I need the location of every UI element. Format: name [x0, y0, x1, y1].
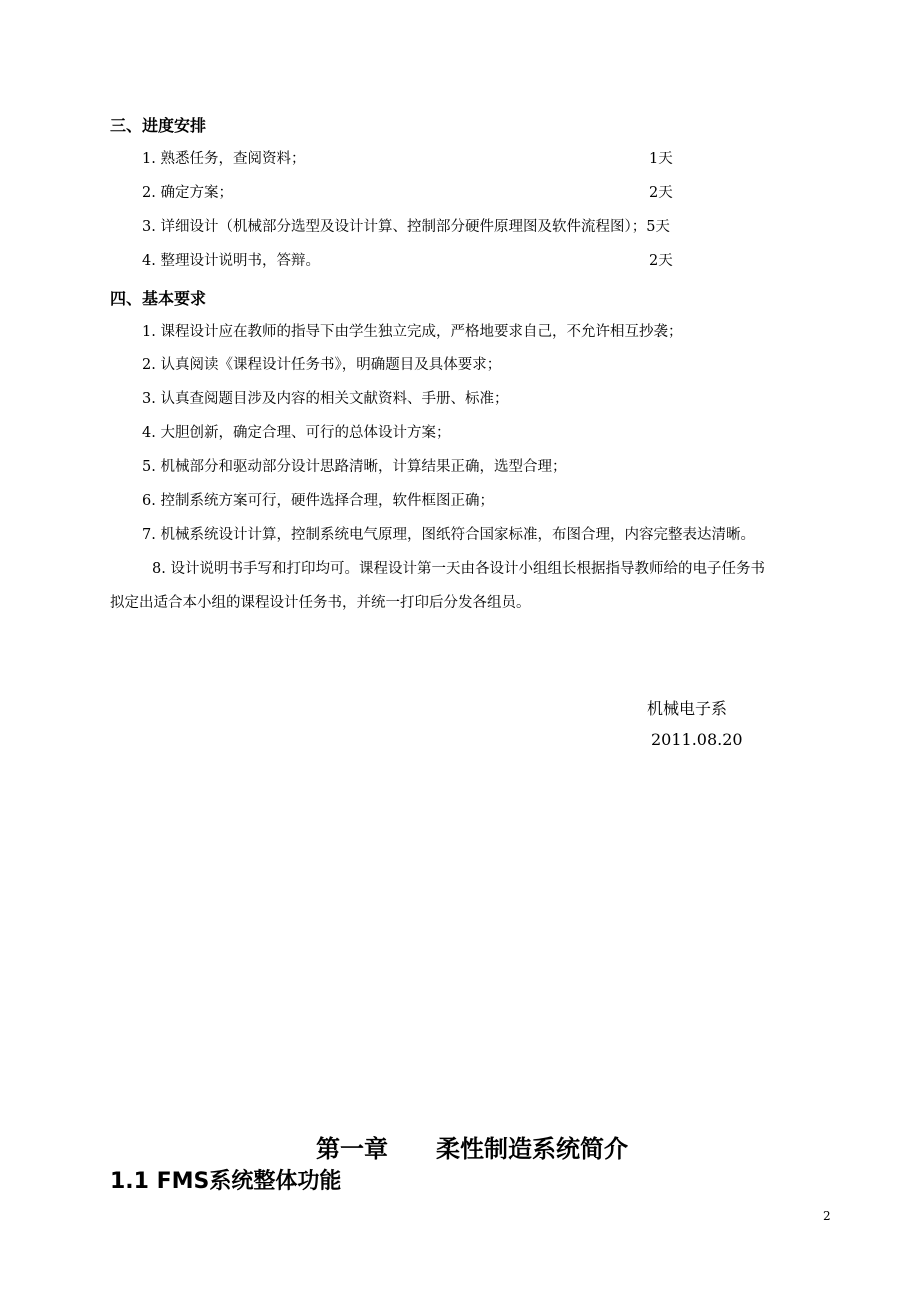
requirement-item-8-line-1: 8. 设计说明书手写和打印均可。课程设计第一天由各设计小组组长根据指导教师给的电子任务书 — [152, 561, 765, 577]
schedule-item-1-days: 1天 — [649, 151, 673, 167]
requirement-item-4: 4. 大胆创新，确定合理、可行的总体设计方案； — [142, 425, 451, 441]
schedule-item-2-days: 2天 — [649, 185, 673, 201]
requirement-item-2: 2. 认真阅读《课程设计任务书》，明确题目及具体要求； — [142, 357, 502, 373]
schedule-item-4: 4. 整理设计说明书，答辩。 — [142, 253, 320, 269]
schedule-item-4-days: 2天 — [649, 253, 673, 269]
requirement-item-6: 6. 控制系统方案可行，硬件选择合理，软件框图正确； — [142, 493, 494, 509]
signature-date: 2011.08.20 — [651, 730, 743, 749]
requirement-item-3: 3. 认真查阅题目涉及内容的相关文献资料、手册、标准； — [142, 391, 509, 407]
requirements-heading: 四、基本要求 — [110, 289, 207, 308]
schedule-item-3: 3. 详细设计（机械部分选型及设计计算、控制部分硬件原理图及软件流程图）；5天 — [142, 219, 670, 235]
schedule-item-1: 1. 熟悉任务，查阅资料； — [142, 151, 306, 167]
page-number: 2 — [823, 1209, 831, 1223]
schedule-heading: 三、进度安排 — [110, 116, 207, 135]
department-signature: 机械电子系 — [647, 699, 728, 718]
requirement-item-7: 7. 机械系统设计计算，控制系统电气原理，图纸符合国家标准，布图合理，内容完整表达清晰。 — [142, 527, 755, 543]
requirement-item-5: 5. 机械部分和驱动部分设计思路清晰，计算结果正确，选型合理； — [142, 459, 567, 475]
requirement-item-1: 1. 课程设计应在教师的指导下由学生独立完成，严格地要求自己，不允许相互抄袭； — [142, 324, 683, 340]
schedule-item-2: 2. 确定方案； — [142, 185, 233, 201]
section-title: 1.1 FMS系统整体功能 — [110, 1169, 342, 1194]
requirement-item-8-line-2: 拟定出适合本小组的课程设计任务书，并统一打印后分发各组员。 — [110, 595, 531, 611]
chapter-title: 第一章 柔性制造系统简介 — [316, 1135, 628, 1163]
